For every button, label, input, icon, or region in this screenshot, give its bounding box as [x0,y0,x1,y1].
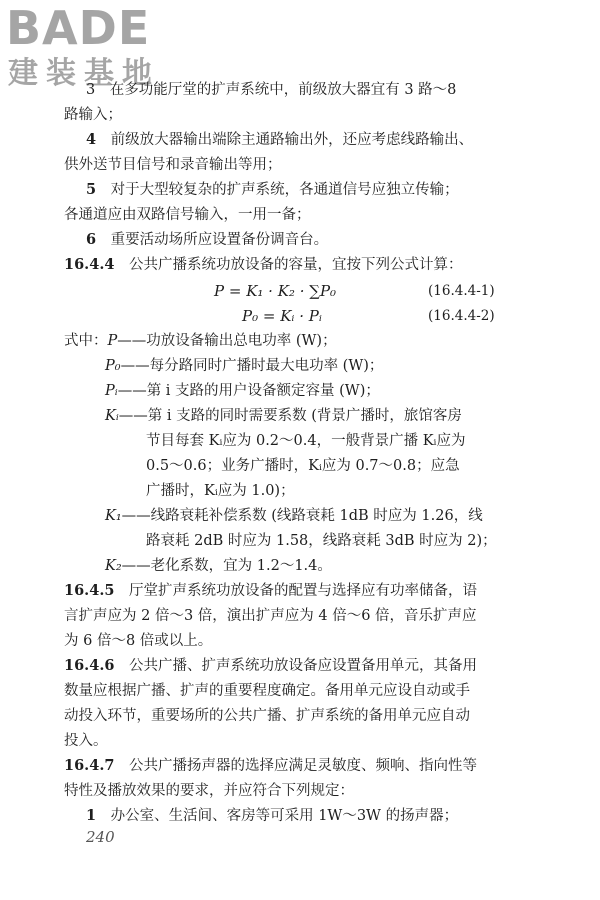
item6-text: 重要活动场所应设置备份调音台。 [110,232,329,248]
item5-number: 5 [86,181,97,198]
definition-ki-text: ——第 i 支路的同时需要系数 (背景广播时，旅馆客房 [118,408,462,424]
item4-line2: 供外送节目信号和录音输出等用； [64,157,282,173]
item5-line1 [86,180,459,200]
definition-p [64,331,337,351]
item4-line1 [86,130,473,150]
definition-p-text: ——功放设备输出总电功率 (W)； [117,333,337,349]
clause-16-4-7-number: 16.4.7 [64,757,115,774]
symbol-k1: K₁ [105,508,122,524]
clause-16-4-5-line3: 为 6 倍～8 倍或以上。 [64,633,213,649]
watermark-brand: BADE [6,1,151,55]
item4-number: 4 [86,131,97,148]
definition-pi [105,381,380,401]
clause-16-4-7-line2: 特性及播放效果的要求，并应符合下列规定： [64,783,354,799]
clause-16-4-7-item1 [86,806,458,826]
clause-16-4-6-line2: 数量应根据广播、扩声的重要程度确定。备用单元应设自动或手 [64,683,470,699]
formula-16-4-4-1-number: (16.4.4-1) [428,283,495,299]
item6-line1 [86,230,328,250]
formula-16-4-4-2: P₀ = Kᵢ · Pᵢ [242,307,322,325]
definition-ki [105,406,462,426]
watermark-subtitle: 建装基地 [8,56,160,91]
symbol-p: P [107,333,118,349]
clause-16-4-7-text: 公共广播扬声器的选择应满足灵敏度、频响、指向性等 [128,758,477,774]
definition-k2 [105,556,332,576]
item5-line2: 各通道应由双路信号输入，一用一备； [64,207,311,223]
symbol-p0: P₀ [105,358,121,374]
definition-pi-text: ——第 i 支路的用户设备额定容量 (W)； [117,383,380,399]
clause-16-4-5-number: 16.4.5 [64,582,115,599]
definition-k1-text: ——线路衰耗补偿系数 (线路衰耗 1dB 时应为 1.26，线 [121,508,483,524]
clause-16-4-7 [64,756,477,776]
clause-16-4-7-item1-text: 办公室、生活间、客房等可采用 1W～3W 的扬声器； [110,808,459,824]
formula-16-4-4-2-number: (16.4.4-2) [428,308,495,324]
clause-16-4-5-text: 厅堂扩声系统功放设备的配置与选择应有功率储备，语 [128,583,477,599]
definition-p0-text: ——每分路同时广播时最大电功率 (W)； [120,358,384,374]
clause-16-4-6-number: 16.4.6 [64,657,115,674]
symbol-ki: Kᵢ [105,408,119,424]
definition-k2-text: ——老化系数，宜为 1.2～1.4。 [121,558,332,574]
definition-ki-line3: 0.5～0.6；业务广播时，Kᵢ应为 0.7～0.8；应急 [146,458,460,474]
definition-k1 [105,506,483,526]
symbol-pi: Pᵢ [105,383,118,399]
clause-16-4-6 [64,656,477,676]
item3-line2: 路输入； [64,107,122,123]
page-number: 240 [86,828,115,846]
formula-16-4-4-1: P = K₁ · K₂ · ∑P₀ [214,282,337,300]
clause-16-4-4-text: 公共广播系统功放设备的容量，宜按下列公式计算： [128,257,463,273]
definition-p0 [105,356,383,376]
clause-16-4-6-line4: 投入。 [64,733,108,749]
clause-16-4-6-line3: 动投入环节，重要场所的公共广播、扩声系统的备用单元应自动 [64,708,470,724]
item5-text: 对于大型较复杂的扩声系统，各通道信号应独立传输； [110,182,459,198]
clause-16-4-5-line2: 言扩声应为 2 倍～3 倍，演出扩声应为 4 倍～6 倍，音乐扩声应 [64,608,477,624]
definitions-intro: 式中： [64,333,108,349]
clause-16-4-7-item1-number: 1 [86,807,97,824]
definition-ki-line4: 广播时，Kᵢ应为 1.0)； [146,483,295,499]
item3-line1: 3 在多功能厅堂的扩声系统中，前级放大器宜有 3 路～8 [86,82,457,98]
definition-k1-line2: 路衰耗 2dB 时应为 1.58，线路衰耗 3dB 时应为 2)； [146,533,497,549]
clause-16-4-4-number: 16.4.4 [64,256,115,273]
item6-number: 6 [86,231,97,248]
clause-16-4-5 [64,581,477,601]
clause-16-4-6-text: 公共广播、扩声系统功放设备应设置备用单元，其备用 [128,658,477,674]
symbol-k2: K₂ [105,558,122,574]
clause-16-4-4 [64,255,462,275]
definition-ki-line2: 节目每套 Kᵢ应为 0.2～0.4，一般背景广播 Kᵢ应为 [146,433,466,449]
item4-text: 前级放大器输出端除主通路输出外，还应考虑线路输出、 [110,132,474,148]
